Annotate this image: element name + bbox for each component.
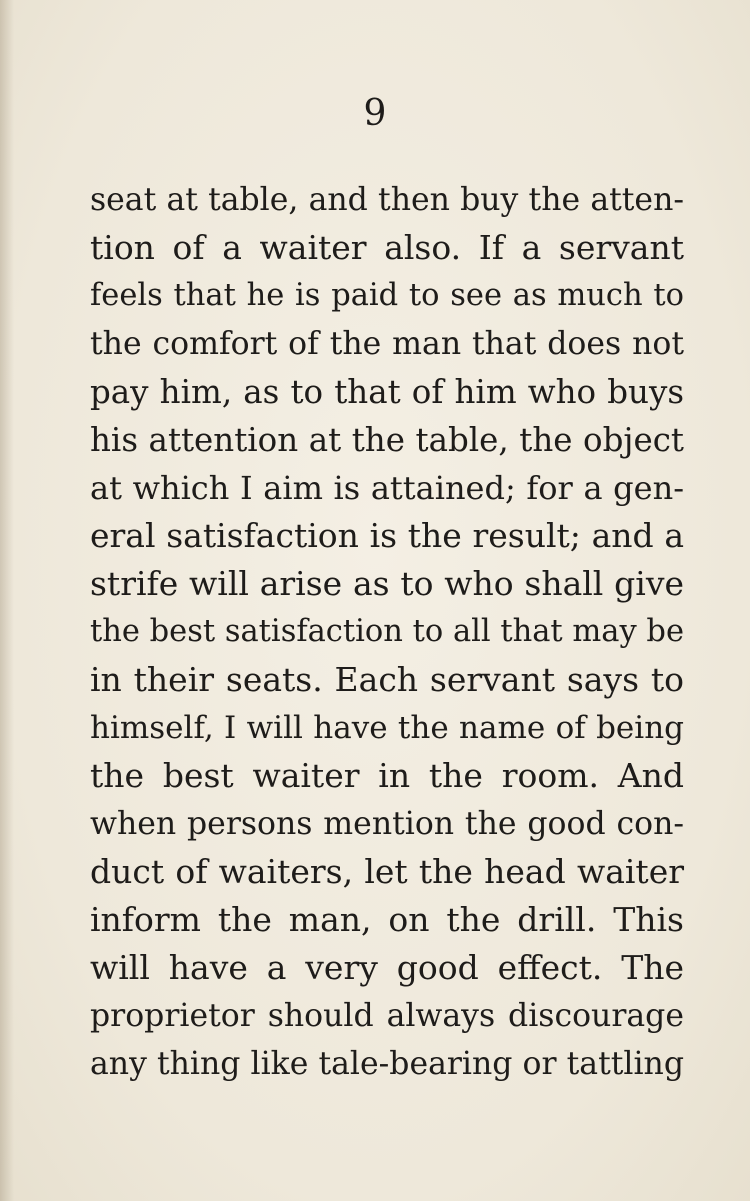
text-line: will have a very good effect. The <box>90 948 684 987</box>
text-line: the comfort of the man that does not <box>90 326 684 362</box>
text-line: proprietor should always discourage <box>90 998 684 1034</box>
text-line: the best waiter in the room. And <box>90 756 684 795</box>
text-line: tion of a waiter also. If a servant <box>90 228 684 267</box>
page-number: 9 <box>363 93 387 134</box>
text-line: inform the man, on the drill. This <box>90 900 684 939</box>
text-line: strife will arise as to who shall give <box>90 564 684 603</box>
text-line: his attention at the table, the object <box>90 421 684 459</box>
text-line: the best satisfaction to all that may be <box>90 614 684 649</box>
text-line: feels that he is paid to see as much to <box>90 278 684 313</box>
text-line: eral satisfaction is the result; and a <box>90 516 684 555</box>
text-line: at which I aim is attained; for a gen- <box>90 469 684 507</box>
text-line: himself, I will have the name of being <box>90 710 684 746</box>
text-line: any thing like tale-bearing or tattling <box>90 1046 684 1082</box>
text-line: duct of waiters, let the head waiter <box>90 852 684 891</box>
text-line: in their seats. Each servant says to <box>90 660 684 699</box>
text-line: when persons mention the good con- <box>90 806 684 842</box>
text-line: seat at table, and then buy the atten- <box>90 182 684 218</box>
text-line: pay him, as to that of him who buys <box>90 373 684 411</box>
body-text <box>90 176 684 1088</box>
gutter-shadow <box>0 0 14 1201</box>
